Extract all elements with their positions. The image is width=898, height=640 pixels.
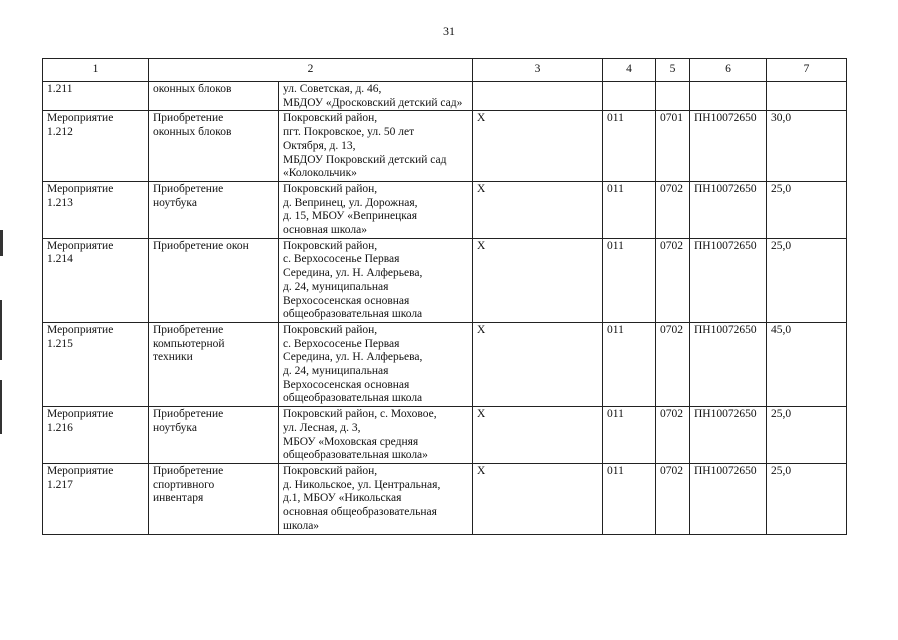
- amount-cell: 25,0: [767, 238, 847, 322]
- scan-margin-mark: [0, 230, 3, 256]
- table-row: [43, 322, 847, 406]
- col4-cell: 011: [603, 407, 656, 464]
- col6-cell: ПН10072650: [690, 463, 767, 534]
- activity-cell: 1.211: [43, 82, 149, 111]
- col6-cell: ПН10072650: [690, 181, 767, 238]
- col4-cell: 011: [603, 238, 656, 322]
- page-number: 31: [443, 24, 455, 38]
- address-cell: Покровский район, с. Верхососенье Первая Середина, ул. Н. Алферьева, д. 24, муниципальная Верхососенская основная общеобразовательная школа: [279, 238, 473, 322]
- col4-cell: 011: [603, 322, 656, 406]
- col6-cell: ПН10072650: [690, 407, 767, 464]
- col3-cell: X: [473, 181, 603, 238]
- column-header: 6: [690, 59, 767, 82]
- item-name-cell: оконных блоков: [149, 82, 279, 111]
- item-name-cell: Приобретение компьютерной техники: [149, 322, 279, 406]
- table-row: [43, 238, 847, 322]
- column-header: 2: [149, 59, 473, 82]
- col6-cell: [690, 82, 767, 111]
- amount-cell: 25,0: [767, 407, 847, 464]
- column-header: 7: [767, 59, 847, 82]
- col5-cell: 0702: [656, 322, 690, 406]
- table-row: [43, 181, 847, 238]
- col6-cell: ПН10072650: [690, 111, 767, 182]
- col6-cell: ПН10072650: [690, 238, 767, 322]
- item-name-cell: Приобретение ноутбука: [149, 181, 279, 238]
- amount-cell: 30,0: [767, 111, 847, 182]
- table-row: [43, 82, 847, 111]
- address-cell: Покровский район, с. Моховое, ул. Лесная, д. 3, МБОУ «Моховская средняя общеобразовательная школа»: [279, 407, 473, 464]
- column-header: 1: [43, 59, 149, 82]
- address-cell: ул. Советская, д. 46, МБДОУ «Дросковский детский сад»: [279, 82, 473, 111]
- activity-cell: Мероприятие 1.213: [43, 181, 149, 238]
- activity-cell: Мероприятие 1.214: [43, 238, 149, 322]
- item-name-cell: Приобретение оконных блоков: [149, 111, 279, 182]
- budget-table: [42, 58, 847, 535]
- activity-cell: Мероприятие 1.217: [43, 463, 149, 534]
- col3-cell: X: [473, 463, 603, 534]
- activity-cell: Мероприятие 1.215: [43, 322, 149, 406]
- amount-cell: 25,0: [767, 463, 847, 534]
- address-cell: Покровский район, пгт. Покровское, ул. 50 лет Октября, д. 13, МБДОУ Покровский детский сад «Колокольчик»: [279, 111, 473, 182]
- scan-margin-mark: [0, 300, 2, 360]
- item-name-cell: Приобретение ноутбука: [149, 407, 279, 464]
- col3-cell: X: [473, 238, 603, 322]
- col3-cell: [473, 82, 603, 111]
- table-row: [43, 407, 847, 464]
- activity-cell: Мероприятие 1.212: [43, 111, 149, 182]
- item-name-cell: Приобретение спортивного инвентаря: [149, 463, 279, 534]
- col4-cell: [603, 82, 656, 111]
- col3-cell: X: [473, 322, 603, 406]
- column-header: 5: [656, 59, 690, 82]
- col4-cell: 011: [603, 111, 656, 182]
- table-row: [43, 463, 847, 534]
- col5-cell: 0702: [656, 238, 690, 322]
- amount-cell: 45,0: [767, 322, 847, 406]
- col5-cell: 0702: [656, 407, 690, 464]
- address-cell: Покровский район, с. Верхососенье Первая Середина, ул. Н. Алферьева, д. 24, муниципальная Верхососенская основная общеобразовательная школа: [279, 322, 473, 406]
- table-header-row: [43, 59, 847, 82]
- amount-cell: 25,0: [767, 181, 847, 238]
- address-cell: Покровский район, д. Вепринец, ул. Дорожная, д. 15, МБОУ «Вепринецкая основная школа»: [279, 181, 473, 238]
- address-cell: Покровский район, д. Никольское, ул. Центральная, д.1, МБОУ «Никольская основная общеобразовательная школа»: [279, 463, 473, 534]
- scan-margin-mark: [0, 380, 2, 434]
- table-row: [43, 111, 847, 182]
- col5-cell: 0702: [656, 181, 690, 238]
- column-header: 4: [603, 59, 656, 82]
- col5-cell: 0701: [656, 111, 690, 182]
- activity-cell: Мероприятие 1.216: [43, 407, 149, 464]
- col5-cell: [656, 82, 690, 111]
- col3-cell: X: [473, 407, 603, 464]
- amount-cell: [767, 82, 847, 111]
- col3-cell: X: [473, 111, 603, 182]
- col5-cell: 0702: [656, 463, 690, 534]
- column-header: 3: [473, 59, 603, 82]
- col4-cell: 011: [603, 463, 656, 534]
- col4-cell: 011: [603, 181, 656, 238]
- item-name-cell: Приобретение окон: [149, 238, 279, 322]
- col6-cell: ПН10072650: [690, 322, 767, 406]
